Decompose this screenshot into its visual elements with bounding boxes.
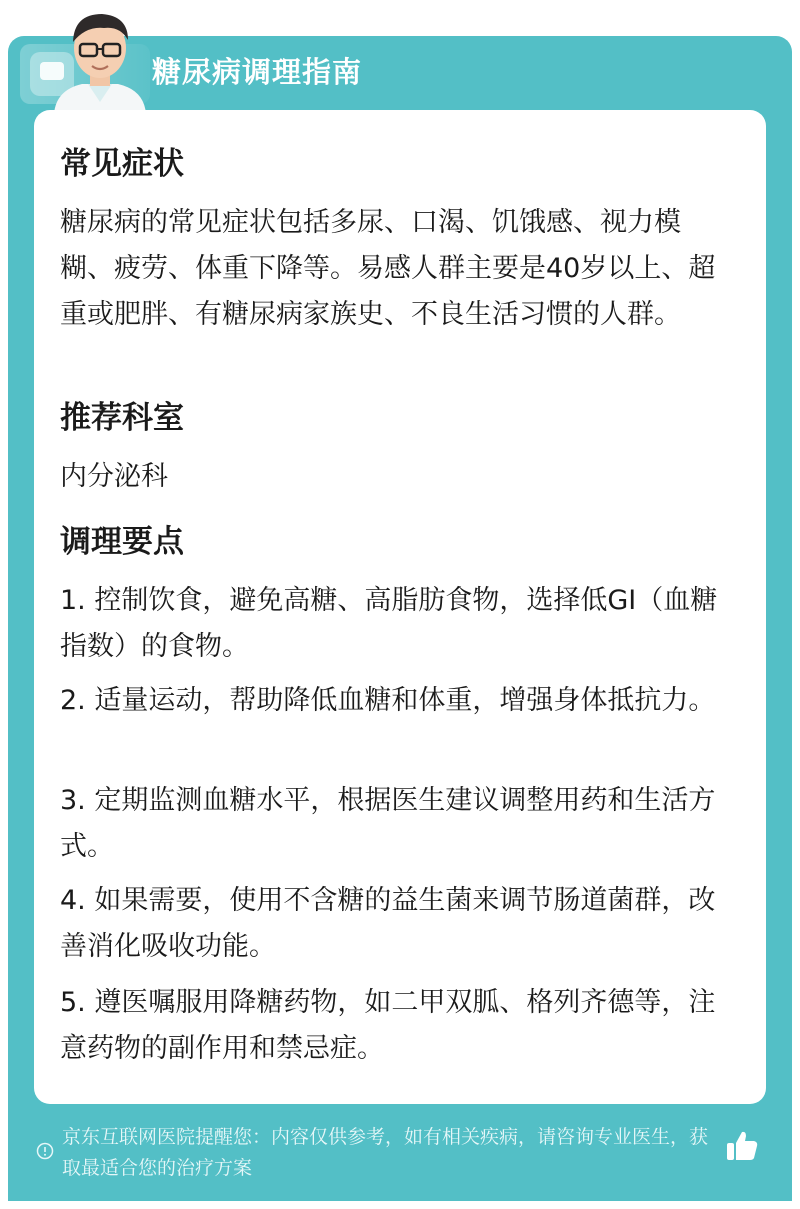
department-text: 内分泌科 (60, 461, 168, 492)
thumbs-up-icon[interactable] (724, 1128, 760, 1164)
list-item: 2. 适量运动，帮助降低血糖和体重，增强身体抵抗力。 (60, 685, 716, 716)
doctor-avatar (44, 6, 156, 114)
list-item: 5. 遵医嘱服用降糖药物，如二甲双胍、格列齐德等，注意药物的副作用和禁忌症。 (60, 987, 716, 1064)
section-heading-care-points: 调理要点 (60, 524, 184, 560)
list-item: 4. 如果需要，使用不含糖的益生菌来调节肠道菌群，改善消化吸收功能。 (60, 885, 716, 962)
disclaimer-notice: 京东互联网医院提醒您：内容仅供参考，如有相关疾病，请咨询专业医生，获取最适合您的治疗方案 (62, 1126, 709, 1179)
list-item: 3. 定期监测血糖水平，根据医生建议调整用药和生活方式。 (60, 785, 716, 862)
section-heading-symptoms: 常见症状 (60, 146, 184, 182)
symptoms-text: 糖尿病的常见症状包括多尿、口渴、饥饿感、视力模糊、疲劳、体重下降等。易感人群主要是40岁以上、超重或肥胖、有糖尿病家族史、不良生活习惯的人群。 (60, 207, 716, 330)
section-heading-department: 推荐科室 (60, 400, 184, 436)
page-title: 糖尿病调理指南 (152, 55, 363, 89)
list-item: 1. 控制饮食，避免高糖、高脂肪食物，选择低GI（血糖指数）的食物。 (60, 585, 718, 662)
info-icon (36, 1142, 54, 1160)
